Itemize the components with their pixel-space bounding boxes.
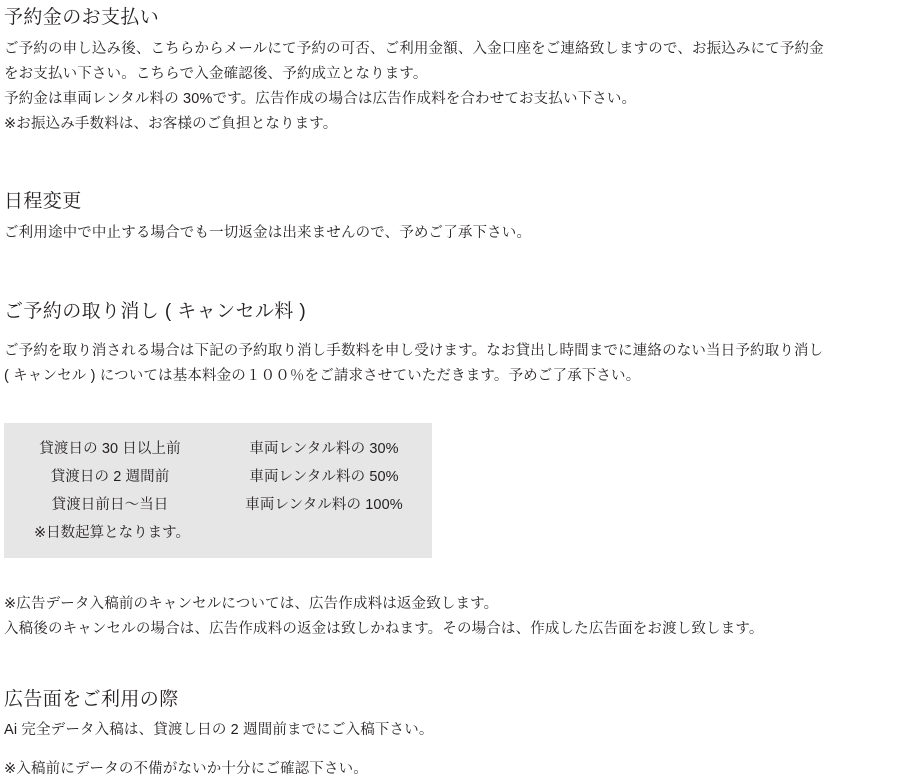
paragraph-line: ※広告データ入稿前のキャンセルについては、広告作成料は返金致します。 [4, 595, 499, 612]
section-ad-usage [0, 688, 898, 782]
section-schedule-change [0, 190, 898, 246]
fee-period: 貸渡日前日〜当日 [51, 497, 169, 514]
paragraph-line: Ai 完全データ入稿は、貸渡し日の 2 週間前までにご入稿下さい。 [4, 722, 434, 739]
fee-amount: 車両レンタル料の 100% [245, 497, 403, 514]
fee-amount: 車両レンタル料の 30% [249, 440, 399, 457]
table-row [4, 463, 432, 491]
paragraph-line: ご予約を取り消される場合は下記の予約取り消し手数料を申し受けます。なお貸出し時間までに連絡のない当日予約取り消し [4, 342, 824, 359]
section-deposit-payment [0, 0, 898, 136]
paragraph-line: ( キャンセル ) については基本料金の１００％をご請求させていただきます。予めご了承下さい。 [4, 367, 641, 384]
paragraph-line: ※入稿前にデータの不備がないか十分にご確認下さい。 [4, 761, 368, 778]
section-heading-schedule-change: 日程変更 [4, 191, 82, 213]
section-spacer [0, 642, 898, 682]
fee-period: 貸渡日の 2 週間前 [50, 468, 170, 485]
paragraph-line: 入稿後のキャンセルの場合は、広告作成料の返金は致しかねます。その場合は、作成した広告面をお渡し致します。 [4, 620, 764, 637]
table-row [4, 435, 432, 463]
table-spacer [0, 389, 898, 423]
paragraph-line: をお支払い下さい。こちらで入金確認後、予約成立となります。 [4, 65, 428, 82]
section-heading-deposit-payment: 予約金のお支払い [4, 7, 160, 28]
section-spacer [0, 246, 898, 286]
section-spacer [0, 136, 898, 176]
section-cancellation [0, 300, 898, 389]
paragraph-line: 予約金は車両レンタル料の 30%です。広告作成の場合は広告作成料を合わせてお支払い下さい。 [4, 90, 637, 107]
cancellation-fee-table [4, 423, 432, 558]
paragraph-line: ご利用途中で中止する場合でも一切返金は出来ませんので、予めご了承下さい。 [4, 225, 532, 242]
table-row [4, 491, 432, 519]
section-spacer [0, 286, 898, 300]
section-spacer [0, 176, 898, 190]
paragraph-line: ご予約の申し込み後、こちらからメールにて予約の可否、ご利用金額、入金口座をご連絡致しますので、お振込みにて予約金 [4, 40, 824, 57]
section-heading-ad-usage: 広告面をご利用の際 [4, 688, 179, 710]
table-spacer [0, 558, 898, 592]
fee-period: 貸渡日の 30 日以上前 [39, 440, 181, 457]
fee-amount: 車両レンタル料の 50% [249, 468, 399, 485]
cancellation-after-table [0, 592, 898, 642]
fee-table-note: ※日数起算となります。 [34, 525, 190, 542]
paragraph-line: ※お振込み手数料は、お客様のご負担となります。 [4, 115, 338, 132]
section-heading-cancellation: ご予約の取り消し ( キャンセル料 ) [4, 301, 307, 323]
